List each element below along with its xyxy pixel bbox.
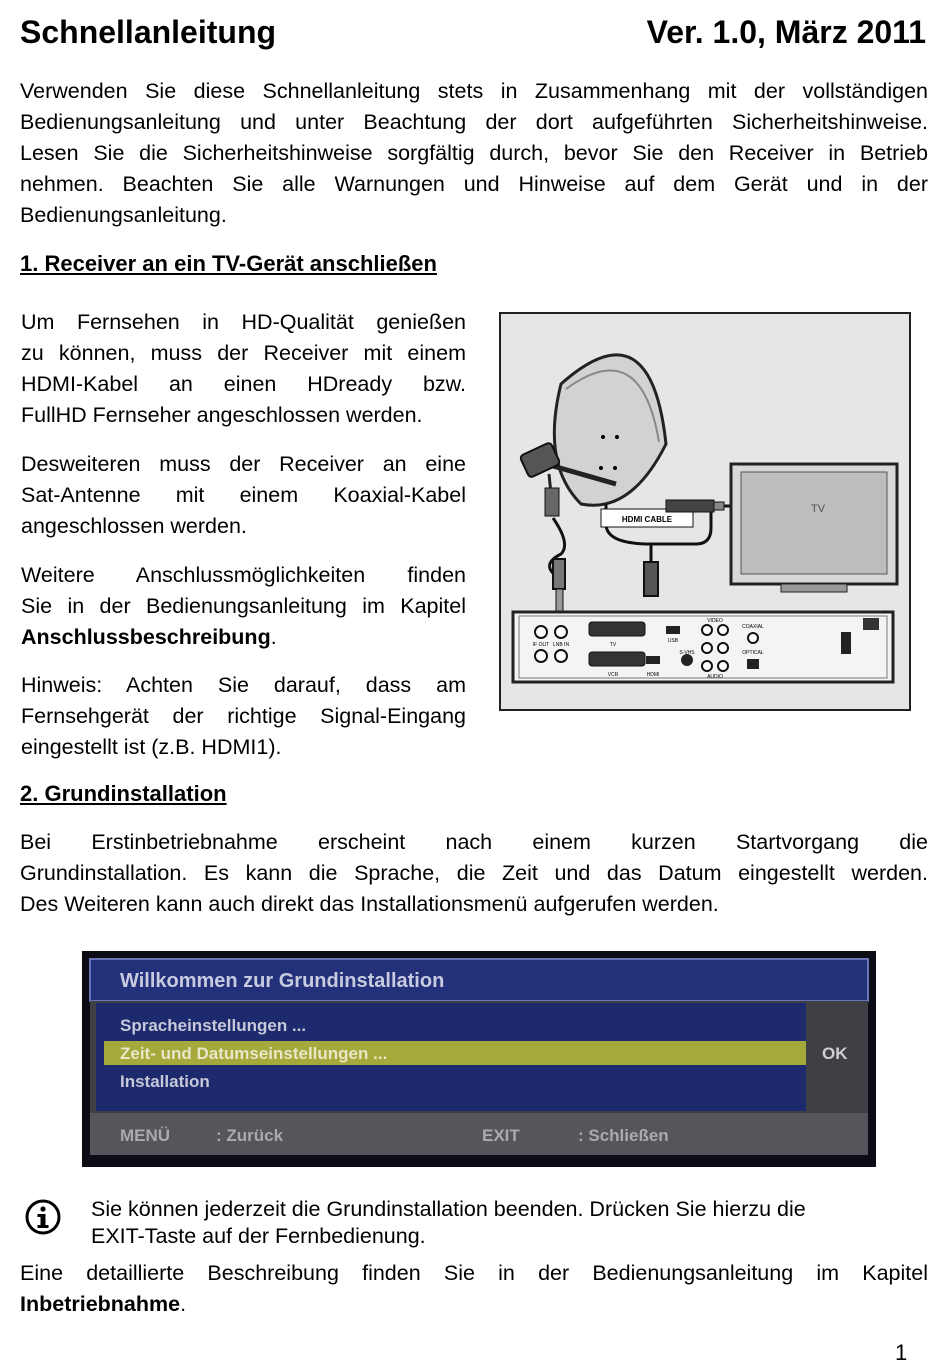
text-line: EXIT-Taste auf der Fernbedienung. [91,1224,426,1248]
text-line: Bei Erstinbetriebnahme erscheint nach einem kurzen Startvorgang die [20,830,928,854]
text-line: angeschlossen werden. [21,514,247,538]
rear-label-optical: OPTICAL [742,650,764,656]
connection-diagram-svg [501,314,909,709]
text-line: Bedienungsanleitung und unter Beachtung der dort aufgeführten Sicherheitshinweise. [20,110,928,134]
version-label: Ver. 1.0, März 2011 [646,14,926,50]
connect-paragraph-2 [21,449,466,542]
section-heading-setup: 2. Grundinstallation [20,781,227,806]
rear-label-coaxial: COAXIAL [742,624,764,630]
connect-paragraph-3 [21,560,466,653]
page-number: 1 [895,1340,908,1365]
text-line: Des Weiteren kann auch direkt das Installationsmenü aufgerufen werden. [20,892,719,916]
text-line: Weitere Anschlussmöglichkeiten finden [21,563,466,587]
rear-label-lnb-in: LNB IN [552,642,570,648]
text-line: Sie können jederzeit die Grundinstallation beenden. Drücken Sie hierzu die [91,1197,806,1221]
text-line: Fernsehgerät der richtige Signal-Eingang [21,704,466,728]
chapter-reference-connection: Anschlussbeschreibung [21,625,271,649]
section-heading-connect: 1. Receiver an ein TV-Gerät anschließen [20,251,437,276]
text-line: Sat-Antenne mit einem Koaxial-Kabel [21,483,466,507]
text-line: FullHD Fernseher angeschlossen werden. [21,403,423,427]
info-note [91,1196,891,1250]
text-line: Grundinstallation. Es kann die Sprache, die Zeit und das Datum eingestellt werden. [20,861,928,885]
page-header [20,14,926,58]
closing-paragraph [20,1258,928,1320]
text-line: nehmen. Beachten Sie alle Warnungen und Hinweise auf dem Gerät und in der [20,172,928,196]
footer-menu-key: MENÜ [120,1126,171,1145]
setup-menu-svg [82,951,876,1167]
menu-ok-label: OK [822,1044,848,1063]
hdmi-cable-label: HDMI CABLE [621,515,673,524]
page-title: Schnellanleitung [20,14,277,50]
intro-paragraph [20,76,928,231]
menu-item-installation: Installation [120,1072,210,1091]
rear-label-audio: AUDIO [707,674,723,680]
chapter-reference-setup: Inbetriebnahme [20,1292,181,1316]
tv-icon [731,464,897,592]
footer-exit-key: EXIT [482,1126,520,1145]
menu-item-time-date: Zeit- und Datumseinstellungen ... [120,1044,388,1063]
rear-label-vcr: VCR [607,672,619,678]
setup-paragraph [20,827,928,920]
text-line: Um Fernsehen in HD-Qualität genießen [21,310,466,334]
text-line: eingestellt ist (z.B. HDMI1). [21,735,282,759]
text-line: Bedienungsanleitung. [20,203,227,227]
footer-close-label: : Schließen [578,1126,669,1145]
text-line: Sie in der Bedienungsanleitung im Kapitel [21,594,466,618]
connect-paragraph-4 [21,670,466,763]
text-line: Hinweis: Achten Sie darauf, dass am [21,673,466,697]
rear-label-if-out: IF OUT [532,642,550,648]
footer-back-label: : Zurück [216,1126,284,1145]
setup-menu-screenshot [82,951,876,1167]
text-line: Eine detaillierte Beschreibung finden Sie in der Bedienungsanleitung im Kapitel [20,1261,928,1285]
receiver-rear-panel-icon [513,612,893,682]
rear-label-hdmi: HDMI [646,672,660,678]
text-line: Verwenden Sie diese Schnellanleitung stets in Zusammenhang mit der vollständigen [20,79,928,103]
connect-paragraph-1 [21,307,466,431]
info-icon [24,1198,62,1236]
text-line: zu können, muss der Receiver mit einem [21,341,466,365]
menu-title: Willkommen zur Grundinstallation [120,970,445,992]
tv-label: TV [811,503,826,515]
text-line: HDMI-Kabel an einen HDready bzw. [21,372,466,396]
connection-diagram [499,312,911,711]
text-line: Anschlussbeschreibung. [21,625,277,649]
menu-item-language: Spracheinstellungen ... [120,1016,307,1035]
rear-label-video: VIDEO [707,618,723,624]
text-line: Desweiteren muss der Receiver an eine [21,452,466,476]
rear-label-usb: USB [667,638,679,644]
text-line: Lesen Sie die Sicherheitshinweise sorgfältig durch, bevor Sie den Receiver in Betrieb [20,141,928,165]
rear-label-tv: TV [609,642,617,648]
text-line: Inbetriebnahme. [20,1292,187,1316]
rear-label-svhs: S-VHS [679,650,695,656]
